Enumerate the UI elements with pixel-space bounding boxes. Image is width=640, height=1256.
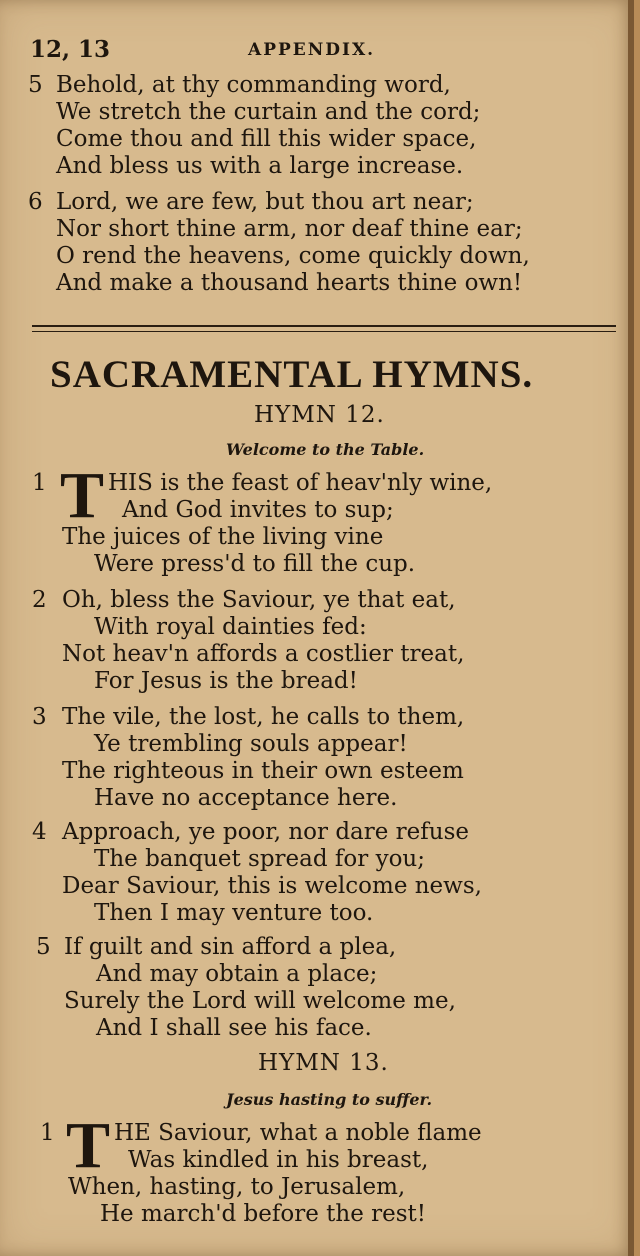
verse-line: And may obtain a place; <box>96 961 378 987</box>
stanza-number: 5 <box>36 934 51 960</box>
verse-line: Behold, at thy commanding word, <box>56 72 451 98</box>
verse-line: Were press'd to fill the cup. <box>94 551 416 577</box>
verse-line: And bless us with a large increase. <box>56 153 464 179</box>
verse-line: O rend the heavens, come quickly down, <box>56 243 530 269</box>
verse-line: Nor short thine arm, nor deaf thine ear; <box>56 216 523 242</box>
verse-line: He march'd before the rest! <box>100 1201 427 1227</box>
stanza-number: 1 <box>32 470 47 496</box>
section-title: SACRAMENTAL HYMNS. <box>50 353 534 396</box>
verse-line: Oh, bless the Saviour, ye that eat, <box>62 587 456 613</box>
verse-line: Ye trembling souls appear! <box>94 731 408 757</box>
verse-line: HE Saviour, what a noble flame <box>114 1120 482 1146</box>
page-header <box>30 36 590 66</box>
verse-line: We stretch the curtain and the cord; <box>56 99 481 125</box>
stanza-number: 1 <box>40 1120 55 1146</box>
page-edge <box>628 0 634 1256</box>
verse-line: If guilt and sin afford a plea, <box>64 934 397 960</box>
verse-line: The juices of the living vine <box>62 524 384 550</box>
stanza-number: 5 <box>28 72 43 98</box>
divider-rule <box>32 325 616 327</box>
hymn-title: HYMN 13. <box>258 1050 389 1076</box>
verse-line: Not heav'n affords a costlier treat, <box>62 641 465 667</box>
stanza-number: 6 <box>28 189 43 215</box>
verse-line: Have no acceptance here. <box>94 785 398 811</box>
verse-line: And God invites to sup; <box>122 497 394 523</box>
page-numbers: 12, 13 <box>30 36 111 63</box>
verse-line: The banquet spread for you; <box>94 846 425 872</box>
drop-cap: T <box>60 459 105 532</box>
verse-line: Approach, ye poor, nor dare refuse <box>62 819 470 845</box>
hymn-subtitle: Welcome to the Table. <box>226 440 425 459</box>
verse-line: And I shall see his face. <box>96 1015 372 1041</box>
verse-line: And make a thousand hearts thine own! <box>56 270 523 296</box>
hymn-title: HYMN 12. <box>254 402 385 428</box>
verse-line: HIS is the feast of heav'nly wine, <box>108 470 493 496</box>
drop-cap: T <box>66 1109 111 1182</box>
verse-line: Come thou and fill this wider space, <box>56 126 477 152</box>
verse-line: When, hasting, to Jerusalem, <box>68 1174 406 1200</box>
verse-line: Surely the Lord will welcome me, <box>64 988 456 1014</box>
divider-rule-thin <box>32 331 616 332</box>
running-title: APPENDIX. <box>248 40 376 60</box>
verse-line: The righteous in their own esteem <box>62 758 464 784</box>
verse-line: For Jesus is the bread! <box>94 668 358 694</box>
stanza-number: 3 <box>32 704 47 730</box>
stanza-number: 4 <box>32 819 47 845</box>
verse-line: Dear Saviour, this is welcome news, <box>62 873 482 899</box>
verse-line: Lord, we are few, but thou art near; <box>56 189 474 215</box>
hymn-subtitle: Jesus hasting to suffer. <box>226 1090 433 1109</box>
stanza-number: 2 <box>32 587 47 613</box>
verse-line: Then I may venture too. <box>94 900 374 926</box>
verse-line: The vile, the lost, he calls to them, <box>62 704 465 730</box>
verse-line: Was kindled in his breast, <box>128 1147 429 1173</box>
verse-line: With royal dainties fed: <box>94 614 367 640</box>
